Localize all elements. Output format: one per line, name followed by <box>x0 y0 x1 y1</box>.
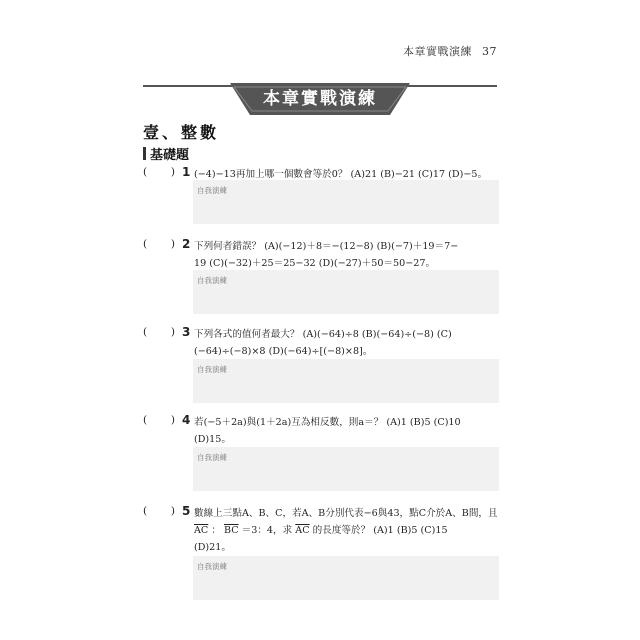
question-text <box>194 238 499 272</box>
answer-paren[interactable] <box>143 166 175 178</box>
question-text <box>194 414 499 448</box>
answer-paren[interactable] <box>143 238 175 250</box>
practice-box[interactable] <box>193 359 499 403</box>
page-number: 37 <box>482 45 497 58</box>
answer-paren[interactable] <box>143 505 175 517</box>
question-line: 下列各式的值何者最大？ (A)(−64)÷8 (B)(−64)÷(−8) (C) <box>194 329 452 340</box>
answer-paren[interactable] <box>143 326 175 338</box>
question-line <box>194 522 499 539</box>
subheading-label: 基礎題 <box>150 148 190 163</box>
question-line: 數線上三點A、B、C，若A、B分別代表−6與43，點C介於A、B間，且 <box>194 508 498 519</box>
paren-close: ) <box>170 166 175 178</box>
paren-open: ( <box>143 414 148 426</box>
paren-close: ) <box>170 414 175 426</box>
paren-open: ( <box>143 505 148 517</box>
options-text: 的長度等於？ (A)1 (B)5 (C)15 <box>312 525 448 536</box>
banner-title: 本章實戰演練 <box>263 89 377 109</box>
paren-open: ( <box>143 326 148 338</box>
question-line: 下列何者錯誤？ (A)(−12)＋8＝−(12−8) (B)(−7)＋19＝7− <box>194 241 459 252</box>
running-header <box>403 43 497 59</box>
chapter-banner <box>230 78 410 120</box>
practice-box[interactable] <box>193 270 499 314</box>
practice-box[interactable] <box>193 556 499 600</box>
question-number: 4 <box>182 413 191 427</box>
paren-close: ) <box>170 326 175 338</box>
question-text <box>194 505 499 556</box>
question-text <box>194 326 499 360</box>
question-number: 5 <box>182 504 191 518</box>
question-number: 3 <box>182 325 191 339</box>
segment-ac-2: $\overline{AC}$ <box>295 525 310 536</box>
answer-paren[interactable] <box>143 414 175 426</box>
practice-label: 自我演練 <box>197 276 227 285</box>
practice-label: 自我演練 <box>197 186 227 195</box>
question-line: 19 (C)(−32)＋25＝25−32 (D)(−27)＋50＝50−27。 <box>194 258 436 269</box>
practice-label: 自我演練 <box>197 365 227 374</box>
practice-label: 自我演練 <box>197 453 227 462</box>
paren-close: ) <box>170 505 175 517</box>
question-line: (−64)÷(−8)×8 (D)(−64)÷[(−8)×8]。 <box>194 346 373 357</box>
paren-close: ) <box>170 238 175 250</box>
question-line: (D)21。 <box>194 542 231 553</box>
ratio-text: ＝3：4，求 <box>241 525 293 536</box>
practice-label: 自我演練 <box>197 562 227 571</box>
subheading <box>143 144 189 163</box>
segment-ac: $\overline{AC}$ <box>194 525 209 536</box>
question-line: (−4)−13再加上哪一個數會等於0？ (A)21 (B)−21 (C)17 (D)−5。 <box>194 169 488 180</box>
practice-box[interactable] <box>193 447 499 491</box>
practice-box[interactable] <box>193 180 499 224</box>
question-line: 若(−5＋2a)與(1＋2a)互為相反數，則a＝？ (A)1 (B)5 (C)10 <box>194 417 461 428</box>
section-title: 壹、整數 <box>143 123 220 142</box>
segment-bc: $\overline{BC}$ <box>224 525 239 536</box>
paren-open: ( <box>143 166 148 178</box>
running-header-title: 本章實戰演練 <box>403 45 472 58</box>
question-line: (D)15。 <box>194 434 231 445</box>
paren-open: ( <box>143 238 148 250</box>
ratio-colon: ： <box>211 525 221 536</box>
question-number: 1 <box>182 165 191 179</box>
subheading-bar <box>143 147 146 160</box>
question-number: 2 <box>182 237 191 251</box>
